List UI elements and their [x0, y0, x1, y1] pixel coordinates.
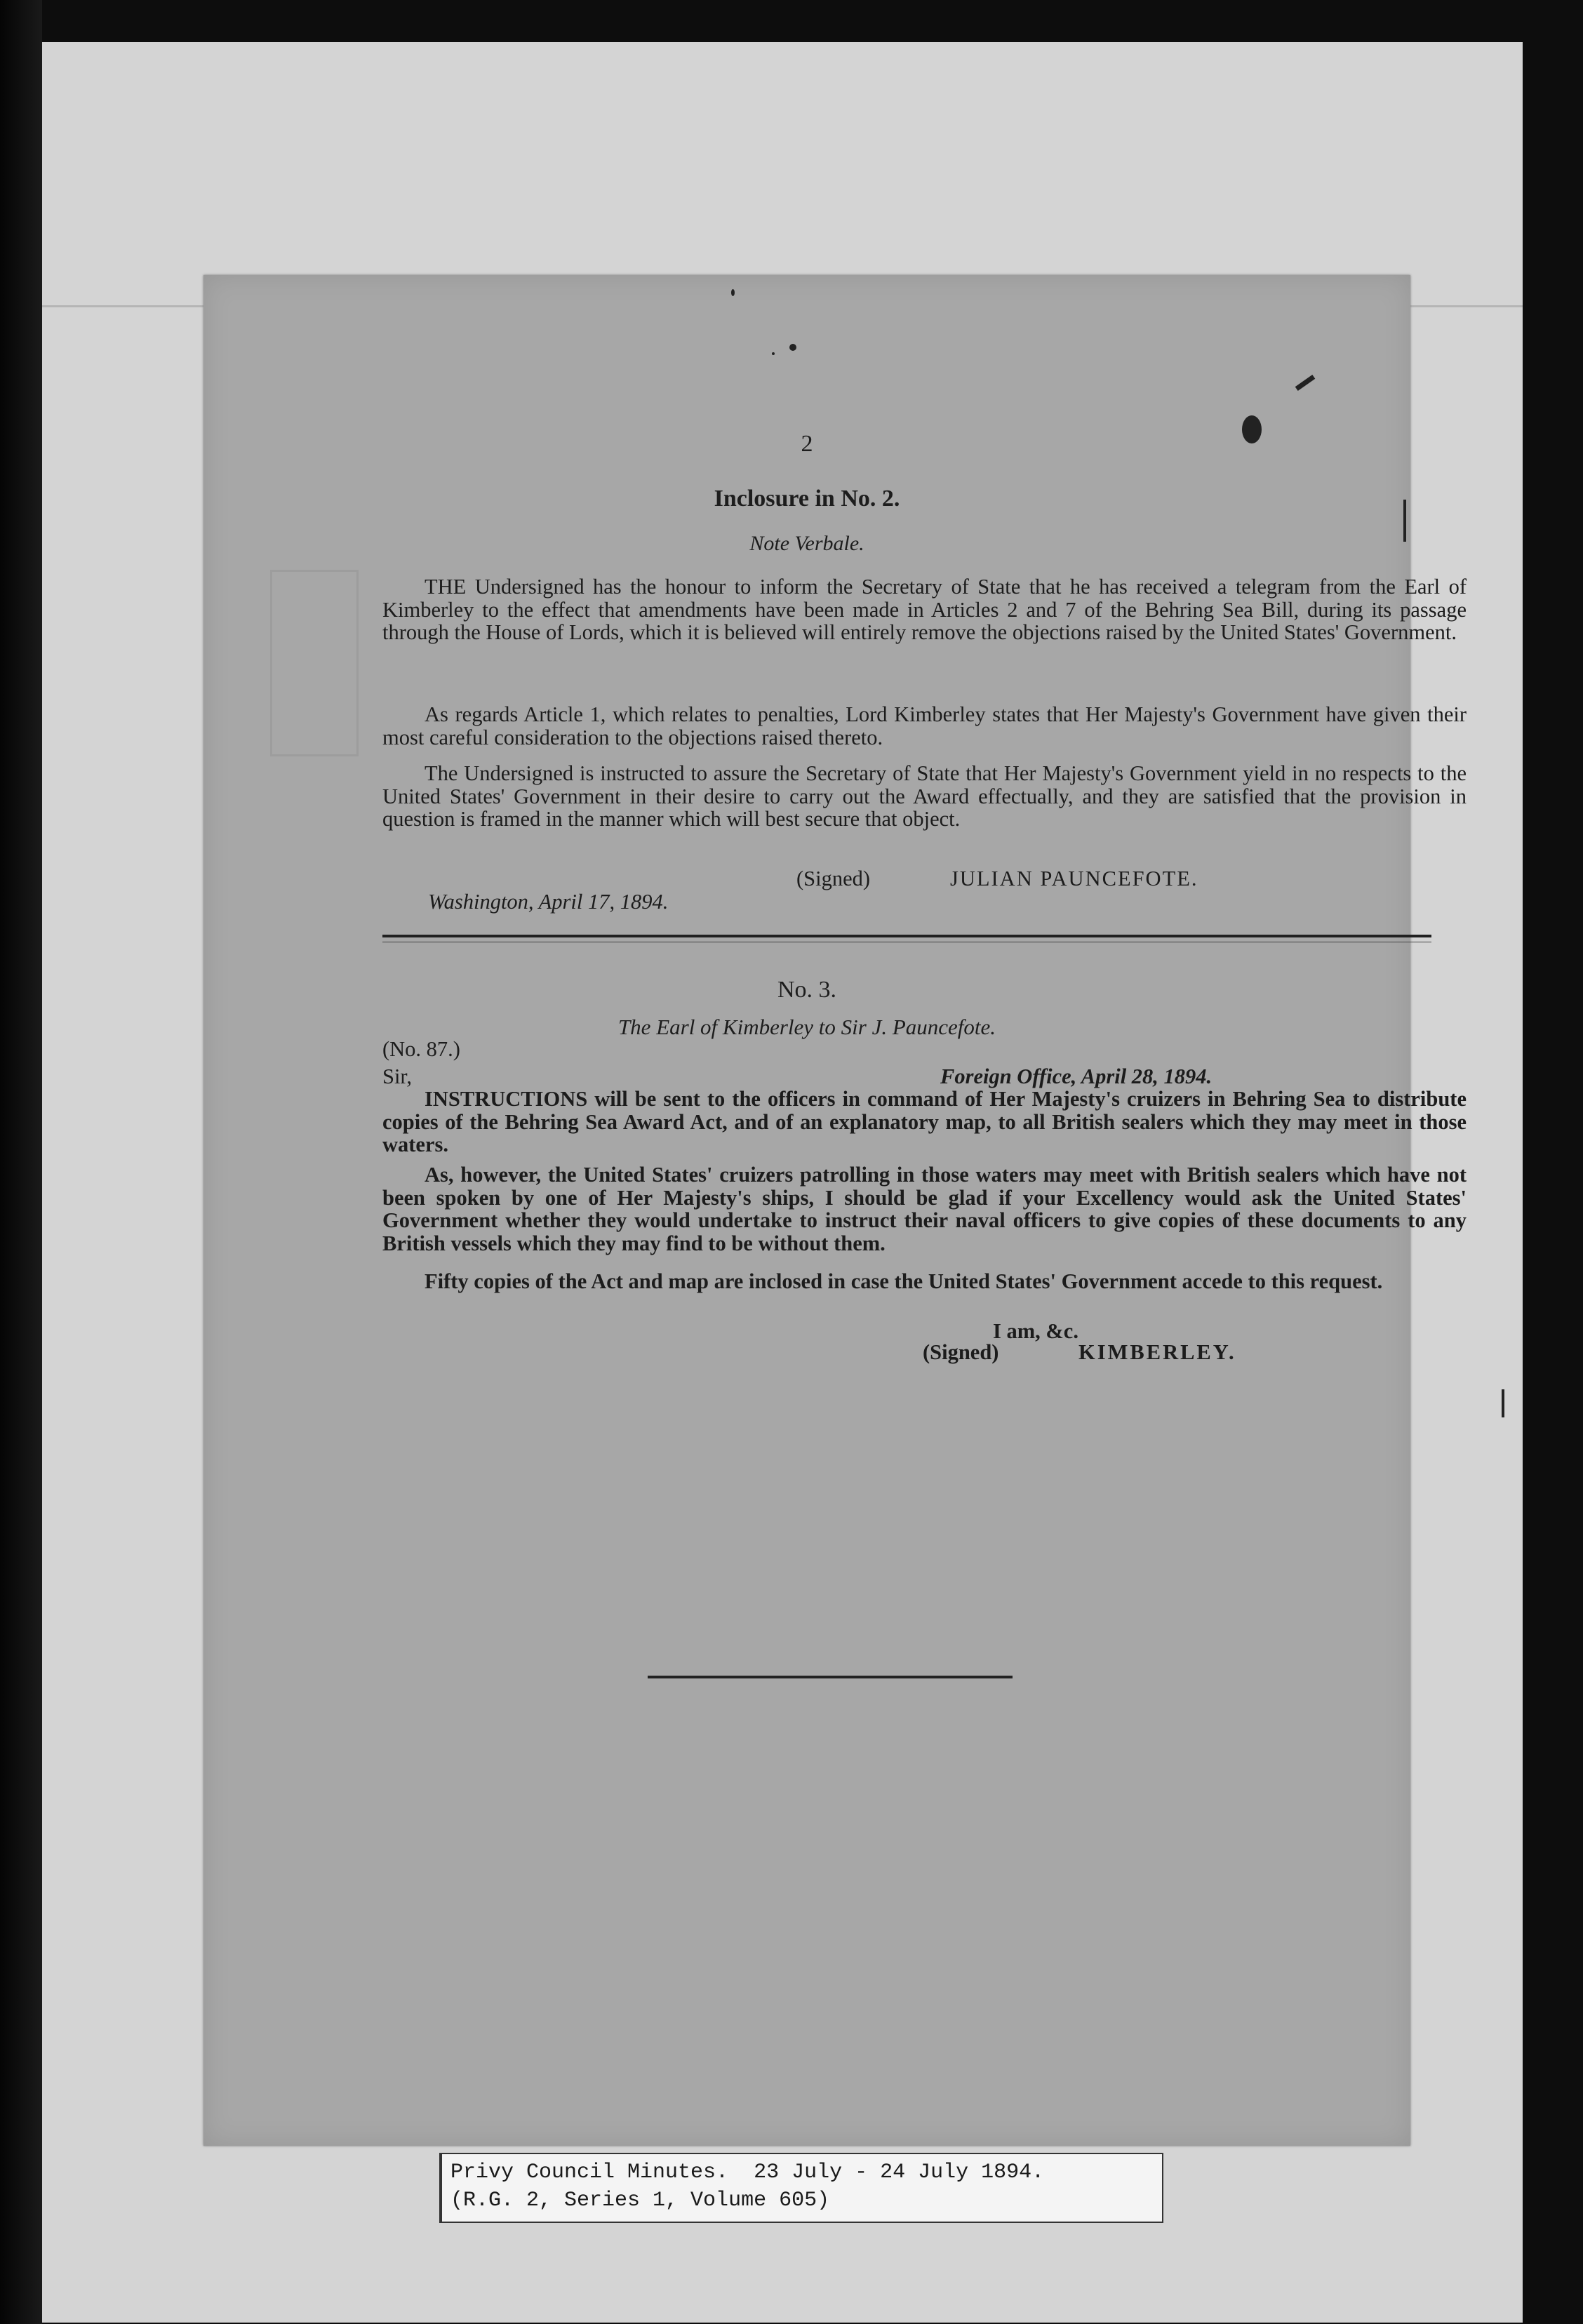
ink-speck	[772, 352, 775, 355]
letter-paragraph: As, however, the United States' cruizers patrolling in those waters may meet with British sealers which have not been spoken by one of Her Majesty's ships, I should be glad if your Excellency would ask the United States' Government whether they would undertake to instruct their naval officers to give copies of these documents to any British vessels which they may find to be without them.	[382, 1163, 1467, 1255]
document-number-heading: No. 3.	[777, 977, 837, 1003]
letter-title: The Earl of Kimberley to Sir J. Pauncefote.	[617, 1015, 996, 1039]
dateline: Washington, April 17, 1894.	[428, 890, 669, 914]
caption-line: Privy Council Minutes. 23 July - 24 July 1894.	[450, 2161, 1045, 2184]
signed-label: (Signed)	[796, 867, 871, 890]
note-paragraph: As regards Article 1, which relates to penalties, Lord Kimberley states that Her Majesty's Government have given their most careful consideration to the objections raised thereto.	[382, 702, 1467, 749]
salutation: Sir,	[382, 1064, 412, 1088]
inclosure-heading: Inclosure in No. 2.	[714, 486, 900, 512]
archive-caption-label	[439, 2153, 1163, 2223]
note-paragraph: The Undersigned is instructed to assure the Secretary of State that Her Majesty's Government yield in no respects to the United States' Government in their desire to carry out the Award effectually, and they are satisfied that the provision in question is framed in the manner which will best secure that object.	[382, 761, 1467, 831]
note-verbale-heading: Note Verbale.	[749, 532, 864, 555]
page-number: 2	[801, 431, 813, 457]
letter-dateline: Foreign Office, April 28, 1894.	[940, 1064, 1213, 1088]
ink-stroke	[1295, 375, 1316, 391]
note-paragraph: THE Undersigned has the honour to inform the Secretary of State that he has received a telegram from the Earl of Kimberley to the effect that amendments have been made in Articles 2 and 7 of the Behring Sea Bill, during its passage through the House of Lords, which it is believed will entirely remove the objections raised by the United States' Government.	[382, 575, 1467, 644]
document-page	[203, 275, 1467, 2146]
film-mark	[1502, 1389, 1504, 1417]
end-rule	[648, 1676, 1013, 1678]
film-edge	[0, 0, 42, 2324]
closing: I am, &c.	[993, 1319, 1078, 1343]
signed-label: (Signed)	[923, 1340, 999, 1364]
ink-speck	[789, 344, 796, 351]
section-divider	[382, 935, 1431, 942]
letter-paragraph: Fifty copies of the Act and map are inclosed in case the United States' Government accede to this request.	[425, 1269, 1383, 1293]
signatory-name: JULIAN PAUNCEFOTE.	[950, 867, 1198, 890]
signatory-name: KIMBERLEY.	[1078, 1340, 1236, 1364]
ink-speck	[731, 289, 735, 296]
letter-paragraph: INSTRUCTIONS will be sent to the officers in command of Her Majesty's cruizers in Behring Sea to distribute copies of the Behring Sea Award Act, and of an explanatory map, to all British sealers which they may meet in those waters.	[382, 1087, 1467, 1156]
faded-stamp-mark	[270, 570, 359, 756]
letter-reference: (No. 87.)	[382, 1037, 460, 1061]
caption-line: (R.G. 2, Series 1, Volume 605)	[450, 2189, 830, 2212]
